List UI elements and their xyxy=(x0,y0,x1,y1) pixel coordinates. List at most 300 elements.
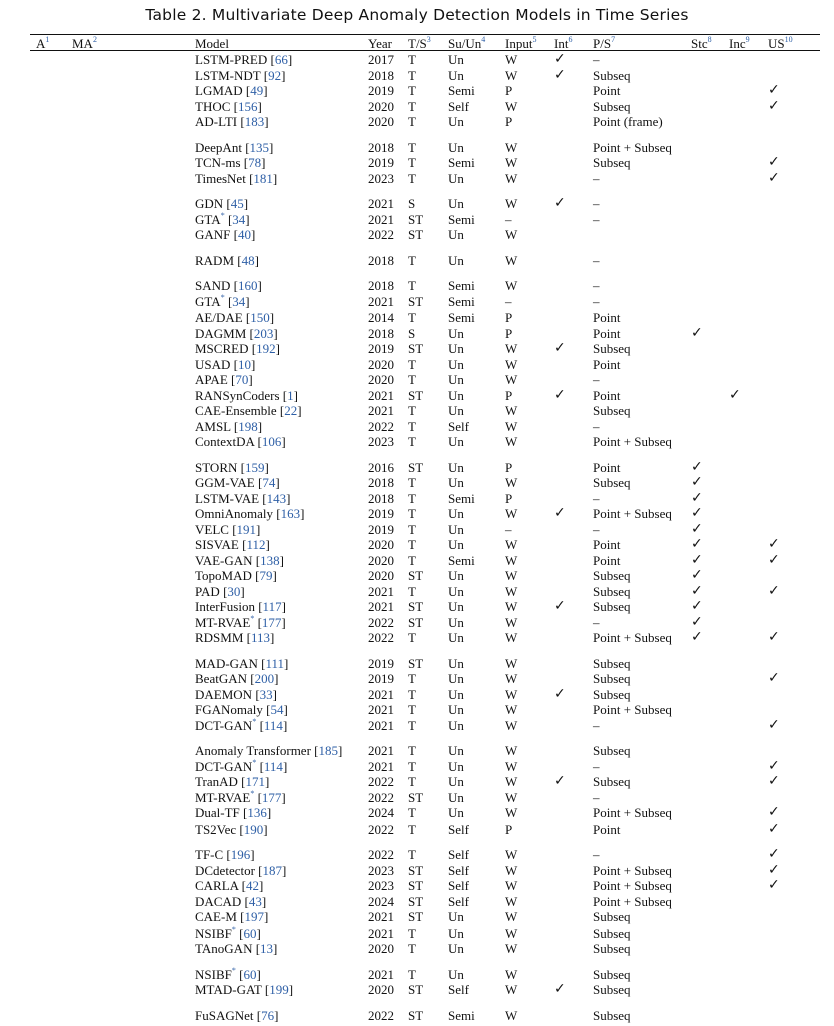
point-subseq-cell: – xyxy=(593,196,600,211)
temporal-spatial-cell: T xyxy=(408,114,416,129)
point-subseq-cell: – xyxy=(593,372,600,387)
table-row xyxy=(30,926,820,942)
table-row xyxy=(30,310,820,326)
citation-ref: 79 xyxy=(259,568,273,583)
table-row xyxy=(30,599,820,615)
year-cell: 2024 xyxy=(368,893,394,909)
point-subseq-cell: Point + Subseq xyxy=(593,878,672,893)
point-subseq-cell: Subseq xyxy=(593,67,631,83)
model-name: Anomaly Transformer [185] xyxy=(195,743,343,758)
supervision-cell: Semi xyxy=(448,293,475,309)
temporal-spatial-cell: T xyxy=(408,418,416,434)
year-cell: 2020 xyxy=(368,537,394,552)
supervision-cell: Un xyxy=(448,196,464,211)
model-name: DAGMM [203] xyxy=(195,325,278,341)
citation-ref: 49 xyxy=(250,83,264,98)
point-subseq-cell: Point + Subseq xyxy=(593,506,672,521)
temporal-spatial-cell: ST xyxy=(408,614,424,630)
temporal-spatial-cell: T xyxy=(408,490,416,506)
model-name: TF-C [196] xyxy=(195,847,255,862)
point-subseq-cell: Subseq xyxy=(593,925,631,941)
supervision-cell: Un xyxy=(448,671,464,686)
footnote-mark: 6 xyxy=(568,35,573,44)
citation-ref: 114 xyxy=(263,717,283,733)
footnote-mark: 10 xyxy=(784,35,793,44)
table-row xyxy=(30,774,820,790)
citation-ref: 150 xyxy=(250,310,270,325)
input-cell: W xyxy=(505,372,518,387)
col-header-ps: $P/S^7$ xyxy=(593,35,616,51)
citation-ref: 190 xyxy=(243,821,264,837)
temporal-spatial-cell: T xyxy=(408,356,416,372)
us-check-icon: ✓ xyxy=(768,846,780,862)
table-row xyxy=(30,553,820,569)
year-cell: 2022 xyxy=(368,1007,394,1023)
temporal-spatial-cell: ST xyxy=(408,982,424,997)
point-subseq-cell: Subseq xyxy=(593,966,631,982)
model-name: DAEMON [33] xyxy=(195,686,277,702)
point-subseq-cell: Point + Subseq xyxy=(593,139,672,155)
year-cell: 2022 xyxy=(368,614,394,630)
point-subseq-cell: Point (frame) xyxy=(593,114,663,129)
table-row xyxy=(30,99,820,115)
supervision-cell: Un xyxy=(448,702,464,717)
model-name: CAE-Ensemble [22] xyxy=(195,403,302,418)
model-name: TimesNet [181] xyxy=(195,170,278,186)
asterisk-mark: * xyxy=(250,613,255,623)
year-cell: 2022 xyxy=(368,418,394,434)
table-caption: Table 2. Multivariate Deep Anomaly Detection Models in Time Series xyxy=(145,6,689,24)
input-cell: W xyxy=(505,805,518,820)
citation-ref: 34 xyxy=(232,293,246,309)
input-cell: W xyxy=(505,655,518,671)
header-rule xyxy=(30,50,820,51)
input-cell: W xyxy=(505,941,518,956)
supervision-cell: Un xyxy=(448,743,464,758)
year-cell: 2021 xyxy=(368,925,394,941)
int-check-icon: ✓ xyxy=(554,340,566,356)
input-cell: W xyxy=(505,434,518,449)
table-row xyxy=(30,615,820,631)
supervision-cell: Un xyxy=(448,686,464,702)
asterisk-mark: * xyxy=(220,210,225,220)
point-subseq-cell: Point + Subseq xyxy=(593,702,672,717)
supervision-cell: Semi xyxy=(448,552,475,568)
us-check-icon: ✓ xyxy=(768,757,780,774)
supervision-cell: Un xyxy=(448,372,464,387)
model-name: TAnoGAN [13] xyxy=(195,941,278,956)
citation-ref: 197 xyxy=(244,909,264,924)
table-row xyxy=(30,909,820,925)
supervision-cell: Un xyxy=(448,139,464,155)
model-name: OmniAnomaly [163] xyxy=(195,506,305,521)
model-name: NSIBF* [60] xyxy=(195,965,261,982)
point-subseq-cell: – xyxy=(593,758,600,774)
year-cell: 2021 xyxy=(368,583,394,599)
input-cell: P xyxy=(505,114,513,129)
temporal-spatial-cell: T xyxy=(408,925,416,941)
table-row xyxy=(30,790,820,806)
citation-ref: 112 xyxy=(246,537,266,552)
input-cell: W xyxy=(505,583,518,599)
us-check-icon: ✓ xyxy=(768,582,780,599)
temporal-spatial-cell: ST xyxy=(408,1007,424,1023)
point-subseq-cell: – xyxy=(593,418,600,434)
supervision-cell: Un xyxy=(448,789,464,805)
point-subseq-cell: Subseq xyxy=(593,655,631,671)
year-cell: 2019 xyxy=(368,341,394,356)
year-cell: 2023 xyxy=(368,434,394,449)
citation-ref: 203 xyxy=(253,325,274,341)
model-name: GANF [40] xyxy=(195,227,256,242)
table-row xyxy=(30,419,820,435)
col-header-us: US$^{10}$ xyxy=(768,35,793,51)
point-subseq-cell: Point + Subseq xyxy=(593,893,672,909)
year-cell: 2022 xyxy=(368,630,394,645)
footnote-mark: 5 xyxy=(532,35,537,44)
temporal-spatial-cell: T xyxy=(408,155,416,170)
table-row xyxy=(30,805,820,821)
model-name: STORN [159] xyxy=(195,459,269,475)
input-cell: W xyxy=(505,982,518,997)
temporal-spatial-cell: ST xyxy=(408,459,424,475)
col-header-stc: Stc$^8$ xyxy=(691,35,712,51)
temporal-spatial-cell: ST xyxy=(408,599,424,614)
us-check-icon: ✓ xyxy=(768,877,780,893)
citation-ref: 199 xyxy=(269,982,289,997)
citation-ref: 181 xyxy=(253,170,273,186)
model-name: CARLA [42] xyxy=(195,878,264,893)
citation-ref: 183 xyxy=(244,114,265,129)
model-name: Dual-TF [136] xyxy=(195,805,272,820)
table-row xyxy=(30,227,820,243)
input-cell: W xyxy=(505,789,518,805)
temporal-spatial-cell: T xyxy=(408,52,416,67)
model-name: RDSMM [113] xyxy=(195,630,275,645)
table-row xyxy=(30,140,820,156)
point-subseq-cell: – xyxy=(593,789,600,805)
model-name: RADM [48] xyxy=(195,252,259,268)
year-cell: 2020 xyxy=(368,941,394,956)
point-subseq-cell: Subseq xyxy=(593,743,631,758)
year-cell: 2020 xyxy=(368,114,394,129)
temporal-spatial-cell: T xyxy=(408,506,416,521)
table-row xyxy=(30,687,820,703)
year-cell: 2021 xyxy=(368,387,394,403)
year-cell: 2018 xyxy=(368,475,394,490)
year-cell: 2018 xyxy=(368,490,394,506)
table-row xyxy=(30,326,820,342)
citation-ref: 136 xyxy=(247,805,267,820)
year-cell: 2021 xyxy=(368,196,394,211)
point-subseq-cell: Subseq xyxy=(593,686,631,702)
citation-ref: 163 xyxy=(280,506,301,521)
model-name: APAE [70] xyxy=(195,372,253,387)
model-name: AD-LTI [183] xyxy=(195,114,269,129)
us-check-icon: ✓ xyxy=(768,82,780,98)
model-name: FGANomaly [54] xyxy=(195,702,288,717)
input-cell: W xyxy=(505,1007,518,1023)
int-check-icon: ✓ xyxy=(554,66,566,83)
input-cell: W xyxy=(505,909,518,924)
temporal-spatial-cell: T xyxy=(408,521,416,537)
citation-ref: 30 xyxy=(227,583,241,599)
point-subseq-cell: Subseq xyxy=(593,982,631,997)
model-name: SAND [160] xyxy=(195,278,262,293)
table-row xyxy=(30,341,820,357)
table-row xyxy=(30,68,820,84)
us-check-icon: ✓ xyxy=(768,536,780,552)
temporal-spatial-cell: ST xyxy=(408,227,424,242)
model-name: LGMAD [49] xyxy=(195,83,268,98)
model-name: TS2Vec [190] xyxy=(195,821,268,837)
footnote-mark: 4 xyxy=(481,35,486,44)
supervision-cell: Self xyxy=(448,982,469,997)
input-cell: W xyxy=(505,537,518,552)
citation-ref: 191 xyxy=(236,521,257,537)
table-row xyxy=(30,718,820,734)
model-name: RANSynCoders [1] xyxy=(195,387,298,403)
table-row xyxy=(30,212,820,228)
supervision-cell: Self xyxy=(448,862,469,878)
year-cell: 2022 xyxy=(368,789,394,805)
stc-check-icon: ✓ xyxy=(691,474,703,490)
table-row xyxy=(30,584,820,600)
col-header-ts: $T/S^3$ xyxy=(408,35,431,51)
citation-ref: 177 xyxy=(261,789,282,805)
supervision-cell: Semi xyxy=(448,310,475,325)
input-cell: W xyxy=(505,139,518,155)
table-row xyxy=(30,294,820,310)
input-cell: P xyxy=(505,83,513,98)
supervision-cell: Un xyxy=(448,717,464,733)
temporal-spatial-cell: ST xyxy=(408,568,424,583)
supervision-cell: Un xyxy=(448,966,464,982)
input-cell: W xyxy=(505,196,518,211)
year-cell: 2021 xyxy=(368,211,394,227)
model-name: DCT-GAN* [114] xyxy=(195,716,288,733)
input-cell: W xyxy=(505,252,518,268)
model-name: GDN [45] xyxy=(195,196,249,211)
table-row xyxy=(30,878,820,894)
table-row xyxy=(30,506,820,522)
input-cell: W xyxy=(505,356,518,372)
table-row xyxy=(30,894,820,910)
citation-ref: 54 xyxy=(270,702,284,717)
year-cell: 2020 xyxy=(368,568,394,583)
temporal-spatial-cell: T xyxy=(408,67,416,83)
input-cell: W xyxy=(505,599,518,614)
model-name: GGM-VAE [74] xyxy=(195,475,280,490)
table-row xyxy=(30,278,820,294)
input-cell: W xyxy=(505,966,518,982)
temporal-spatial-cell: T xyxy=(408,702,416,717)
citation-ref: 76 xyxy=(261,1007,275,1023)
us-check-icon: ✓ xyxy=(768,169,780,186)
stc-check-icon: ✓ xyxy=(691,582,703,599)
supervision-cell: Semi xyxy=(448,1007,475,1023)
table-row xyxy=(30,941,820,957)
year-cell: 2019 xyxy=(368,521,394,537)
temporal-spatial-cell: T xyxy=(408,774,416,789)
citation-ref: 187 xyxy=(262,862,283,878)
table-row xyxy=(30,847,820,863)
input-cell: W xyxy=(505,878,518,893)
temporal-spatial-cell: ST xyxy=(408,293,424,309)
table-row xyxy=(30,434,820,450)
temporal-spatial-cell: T xyxy=(408,821,416,837)
citation-ref: 171 xyxy=(245,774,265,789)
year-cell: 2018 xyxy=(368,252,394,268)
temporal-spatial-cell: T xyxy=(408,83,416,98)
year-cell: 2021 xyxy=(368,702,394,717)
year-cell: 2019 xyxy=(368,506,394,521)
model-name: LSTM-PRED [66] xyxy=(195,52,293,67)
citation-ref: 40 xyxy=(238,227,251,242)
year-cell: 2019 xyxy=(368,83,394,98)
temporal-spatial-cell: T xyxy=(408,805,416,820)
point-subseq-cell: Point xyxy=(593,537,621,552)
table-row xyxy=(30,982,820,998)
supervision-cell: Semi xyxy=(448,155,475,170)
temporal-spatial-cell: ST xyxy=(408,387,424,403)
point-subseq-cell: Point xyxy=(593,325,621,341)
input-cell: W xyxy=(505,418,518,434)
footnote-mark: 3 xyxy=(426,35,431,44)
footnote-mark: 7 xyxy=(611,35,616,44)
model-name: GTA* [34] xyxy=(195,210,250,227)
temporal-spatial-cell: T xyxy=(408,941,416,956)
table-row xyxy=(30,83,820,99)
supervision-cell: Semi xyxy=(448,83,475,98)
supervision-cell: Un xyxy=(448,599,464,614)
temporal-spatial-cell: T xyxy=(408,252,416,268)
input-cell: – xyxy=(505,521,512,537)
year-cell: 2018 xyxy=(368,67,394,83)
table-row xyxy=(30,372,820,388)
temporal-spatial-cell: ST xyxy=(408,862,424,878)
table-row xyxy=(30,155,820,171)
supervision-cell: Semi xyxy=(448,211,475,227)
supervision-cell: Un xyxy=(448,568,464,583)
input-cell: W xyxy=(505,743,518,758)
col-header-suun: Su/Un$^4$ xyxy=(448,35,486,51)
citation-ref: 177 xyxy=(261,614,282,630)
year-cell: 2022 xyxy=(368,227,394,242)
stc-check-icon: ✓ xyxy=(691,613,703,630)
temporal-spatial-cell: T xyxy=(408,372,416,387)
citation-ref: 22 xyxy=(284,403,298,418)
year-cell: 2020 xyxy=(368,982,394,997)
supervision-cell: Un xyxy=(448,909,464,924)
input-cell: W xyxy=(505,552,518,568)
table-row xyxy=(30,656,820,672)
model-name: DCdetector [187] xyxy=(195,862,287,878)
year-cell: 2020 xyxy=(368,372,394,387)
supervision-cell: Un xyxy=(448,521,464,537)
supervision-cell: Self xyxy=(448,893,469,909)
year-cell: 2021 xyxy=(368,717,394,733)
asterisk-mark: * xyxy=(250,788,255,798)
temporal-spatial-cell: T xyxy=(408,98,416,114)
year-cell: 2019 xyxy=(368,671,394,686)
supervision-cell: Self xyxy=(448,847,469,862)
input-cell: W xyxy=(505,568,518,583)
stc-check-icon: ✓ xyxy=(691,551,703,568)
model-name: PAD [30] xyxy=(195,583,245,599)
stc-check-icon: ✓ xyxy=(691,324,703,341)
input-cell: W xyxy=(505,227,518,242)
point-subseq-cell: Subseq xyxy=(593,599,631,614)
year-cell: 2023 xyxy=(368,170,394,186)
temporal-spatial-cell: ST xyxy=(408,893,424,909)
point-subseq-cell: Subseq xyxy=(593,568,631,583)
point-subseq-cell: Point + Subseq xyxy=(593,630,672,645)
citation-ref: 160 xyxy=(238,278,258,293)
citation-ref: 60 xyxy=(243,925,257,941)
year-cell: 2021 xyxy=(368,293,394,309)
supervision-cell: Self xyxy=(448,98,469,114)
us-check-icon: ✓ xyxy=(768,773,780,789)
year-cell: 2018 xyxy=(368,278,394,293)
year-cell: 2014 xyxy=(368,310,394,325)
input-cell: W xyxy=(505,671,518,686)
stc-check-icon: ✓ xyxy=(691,505,703,521)
model-name: VELC [191] xyxy=(195,521,261,537)
citation-ref: 198 xyxy=(238,418,258,434)
asterisk-mark: * xyxy=(252,757,257,767)
point-subseq-cell: – xyxy=(593,278,600,293)
temporal-spatial-cell: T xyxy=(408,139,416,155)
point-subseq-cell: – xyxy=(593,847,600,862)
year-cell: 2020 xyxy=(368,552,394,568)
temporal-spatial-cell: T xyxy=(408,310,416,325)
footnote-mark: 2 xyxy=(92,35,97,44)
point-subseq-cell: Point xyxy=(593,387,621,403)
supervision-cell: Un xyxy=(448,356,464,372)
model-name: DeepAnt [135] xyxy=(195,139,274,155)
asterisk-mark: * xyxy=(231,924,236,934)
model-name: InterFusion [117] xyxy=(195,599,286,614)
input-cell: W xyxy=(505,862,518,878)
col-header-inc: Inc$^9$ xyxy=(729,35,750,51)
input-cell: W xyxy=(505,717,518,733)
model-name: BeatGAN [200] xyxy=(195,671,279,686)
model-name: MTAD-GAT [199] xyxy=(195,982,294,997)
citation-ref: 113 xyxy=(251,630,271,645)
supervision-cell: Un xyxy=(448,758,464,774)
model-name: SISVAE [112] xyxy=(195,537,270,552)
supervision-cell: Un xyxy=(448,52,464,67)
table-row xyxy=(30,743,820,759)
model-name: TopoMAD [79] xyxy=(195,568,277,583)
citation-ref: 159 xyxy=(244,459,265,475)
input-cell: – xyxy=(505,293,512,309)
citation-ref: 66 xyxy=(274,52,288,67)
col-header-a: $A^1$ xyxy=(36,35,50,51)
stc-check-icon: ✓ xyxy=(691,489,703,506)
point-subseq-cell: – xyxy=(593,293,600,309)
point-subseq-cell: Subseq xyxy=(593,671,631,686)
citation-ref: 111 xyxy=(265,655,284,671)
point-subseq-cell: Point + Subseq xyxy=(593,434,672,449)
us-check-icon: ✓ xyxy=(768,820,780,837)
year-cell: 2017 xyxy=(368,52,394,67)
supervision-cell: Un xyxy=(448,403,464,418)
citation-ref: 10 xyxy=(238,356,251,372)
input-cell: W xyxy=(505,98,518,114)
supervision-cell: Un xyxy=(448,614,464,630)
